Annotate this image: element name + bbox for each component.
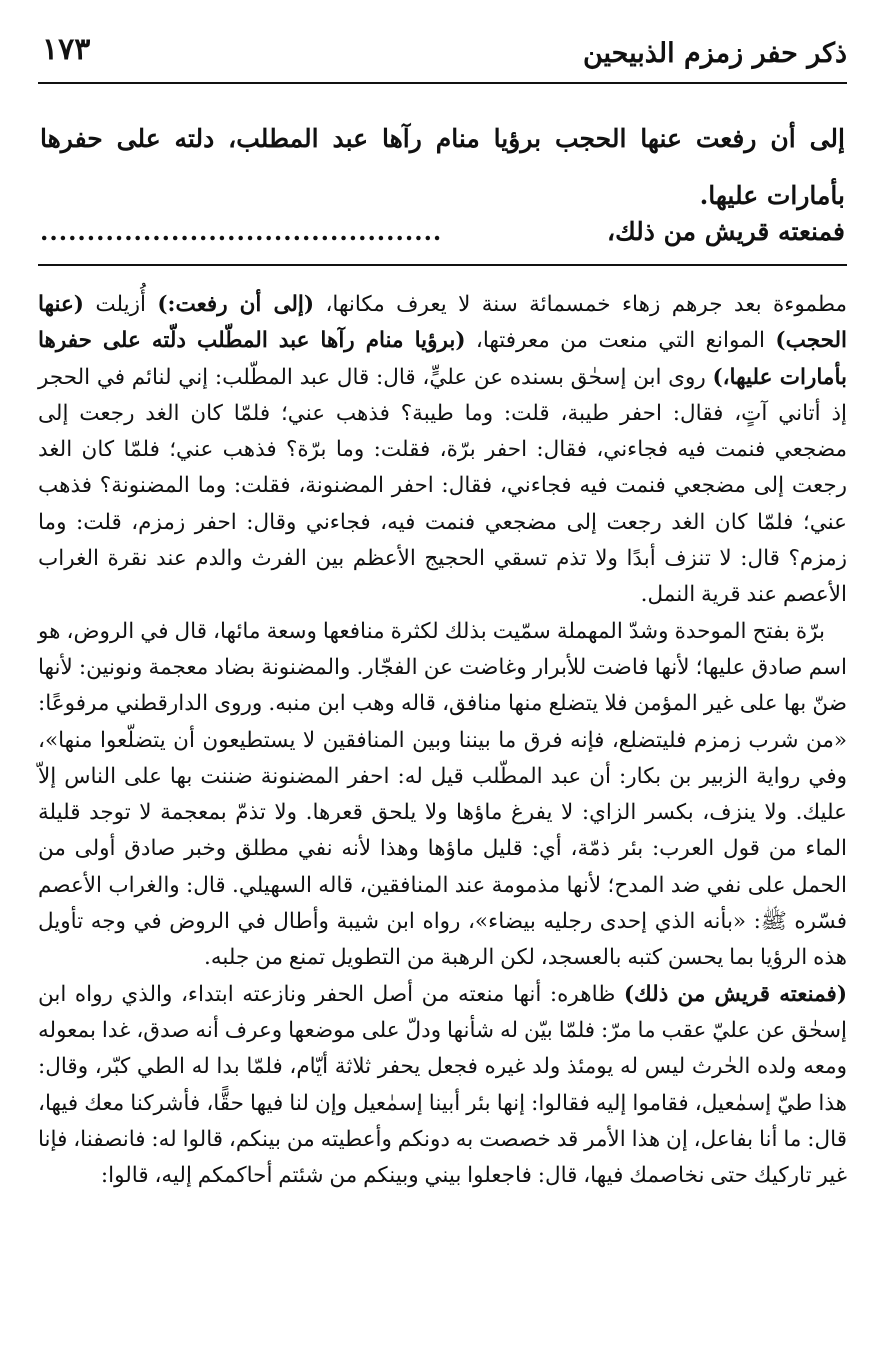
commentary-text: ظاهره: أنها منعته من أصل الحفر ونازعته ابتداء، والذي رواه ابن إسحٰق عن عليّ عقب ما مرّ: فلمّا بيّن له شأنها ودلّ على موضعها وعرف أنه صدق، غدا بمعوله ومعه ولده الحٰرث ليس له يومئذ ولد غيره فجعل يحفر ثلاثة أيّام، فلمّا بدا له الطي كبّر، وقال: هذا طيّ إسمٰعيل، فقاموا إليه فقالوا: إنها بئر أبينا إسمٰعيل وإن لنا فيها حقًّا، فأشركنا معك فيها، قال: ما أنا بفاعل، إن هذا الأمر قد خصصت به دونكم وأعطيته من بينكم، قالوا له: فانصفنا، فإنا غير تاركيك حتى نخاصمك فيها، قال: فاجعلوا بيني وبينكم من شئتم أحاكمكم إليه، قالوا: — [38, 981, 847, 1189]
commentary-paragraph-1 — [38, 287, 847, 614]
lemma-line — [40, 212, 845, 264]
main-text — [40, 110, 845, 224]
lemma-dots: ........................................... — [40, 217, 443, 246]
running-title: ذكر حفر زمزم الذبيحين — [582, 38, 847, 69]
commentary-text: الموانع التي منعت من معرفتها، — [475, 328, 766, 354]
page-header — [38, 30, 847, 84]
separator-rule — [38, 264, 847, 266]
commentary-text: أُزيلت — [95, 292, 146, 317]
page-number: ١٧٣ — [42, 32, 91, 67]
lemma-text: فمنعته قريش من ذلك، — [607, 217, 845, 246]
commentary-paragraph-2: برّة بفتح الموحدة وشدّ المهملة سمّيت بذلك لكثرة منافعها وسعة مائها، قال في الروض، هو اسم صادق عليها؛ لأنها فاضت للأبرار وغاضت عن الفجّار. والمضنونة بضاد معجمة ونونين: لأنها ضنّ بها على غير المؤمن فلا يتضلع منها منافق، قاله وهب ابن منبه. وروى الدارقطني مرفوعًا: «من شرب زمزم فليتضلع، فإنه فرق ما بيننا وبين المنافقين لا يستطيعون أن يتضلّعوا منها»، وفي رواية الزبير بن بكار: أن عبد المطّلب قيل له: احفر المضنونة ضننت بها على الناس إلاّ عليك. ولا ينزف، بكسر الزاي: لا يفرغ ماؤها ولا يلحق قعرها. ولا تذمّ بمعجمة لا توجد قليلة الماء من قول العرب: بئر ذمّة، أي: قليل ماؤها وهذا لأنه نفي مطلق وخبر صادق أولى من الحمل على نفي ضد المدح؛ لأنها مذمومة عند المنافقين، قاله السهيلي. قال: والغراب الأعصم فسّره ﷺ: «بأنه الذي إحدى رجليه بيضاء»، رواه ابن شيبة وأطال في الروض في وجه تأويل هذه الرؤيا بما يحسن كتبه بالعسجد، لكن الرهبة من التطويل تمنع من جلبه. — [38, 618, 847, 971]
commentary-text: مطموءة بعد جرهم زهاء خمسمائة سنة لا يعرف مكانها، — [325, 292, 848, 317]
quoted-lemma: (برؤيا منام رآها عبد المطّلب دلّته على حفرها بأمارات عليها،) — [38, 328, 847, 390]
quoted-lemma: (فمنعته قريش من ذلك) — [623, 981, 848, 1007]
main-text-paragraph: إلى أن رفعت عنها الحجب برؤيا منام رآها عبد المطلب، دلته على حفرها بأمارات عليها. — [40, 124, 845, 210]
quoted-lemma: (إلى أن رفعت:) — [157, 292, 315, 317]
commentary — [38, 287, 847, 1194]
commentary-paragraph-3 — [38, 977, 847, 1195]
commentary-text: روى ابن إسحٰق بسنده عن عليٍّ، قال: قال عبد المطّلب: إني لنائم في الحجر إذ أتاني آتٍ، فقال: احفر طيبة، قلت: وما طيبة؟ فذهب عني؛ فلمّا كان الغد رجعت إلى مضجعي فنمت فيه فجاءني، فقال: احفر برّة، فقلت: وما برّة؟ فذهب عني؛ فلمّا كان الغد رجعت إلى مضجعي فنمت فيه فجاءني، فقال: احفر المضنونة، فقلت: وما المضنونة؟ فذهب عني؛ فلمّا كان الغد رجعت إلى مضجعي فنمت فيه، فجاءني وقال: احفر زمزم، قلت: وما زمزم؟ قال: لا تنزف أبدًا ولا تذم تسقي الحجيج الأعظم بين الفرث والدم عند نقرة الغراب الأعصم عند قرية النمل. — [38, 364, 847, 608]
quoted-lemma: (عنها الحجب) — [38, 292, 847, 354]
